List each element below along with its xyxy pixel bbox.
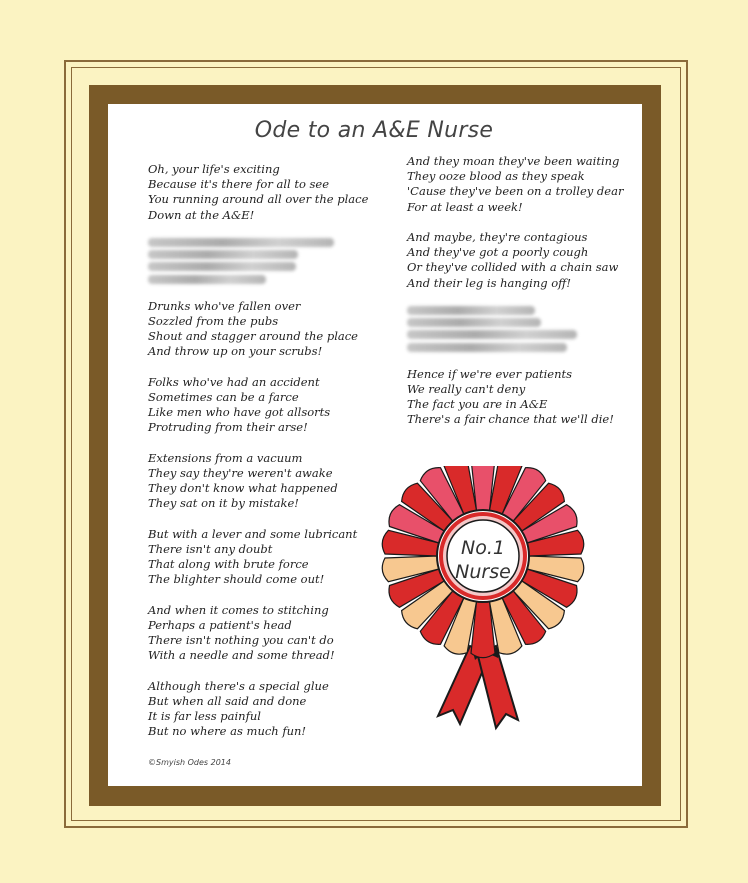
rosette-line2: Nurse [455,561,511,583]
poem-line: But when all said and done [148,693,307,708]
poem-line: The fact you are in A&E [407,397,548,412]
poem-line: With a needle and some thread! [148,648,335,663]
stanza [407,230,637,291]
poem-line: Or they've collided with a chain saw [407,260,619,275]
rosette-icon [378,466,588,736]
poem-line: Drunks who've fallen over [148,298,301,313]
poem-line: Protruding from their arse! [148,420,308,435]
poem-line: And they've got a poorly cough [407,245,589,260]
poem-line: They sat on it by mistake! [148,496,299,511]
poem-line: There isn't nothing you can't do [148,633,334,648]
poem-line: The blighter should come out! [148,572,325,587]
poem-line: Although there's a special glue [148,678,329,693]
poem-line: You running around all over the place [148,192,369,207]
poem-line: They don't know what happened [148,481,338,496]
poem-line: Shout and stagger around the place [148,329,358,344]
poem-line: Sometimes can be a farce [148,389,299,404]
poem-line: And when it comes to stitching [148,602,329,617]
poem-title: Ode to an A&E Nurse [254,118,494,143]
poem-line: They ooze blood as they speak [407,169,585,184]
poem-line: Down at the A&E! [148,207,255,222]
rosette-award [378,466,588,736]
poem-line: Extensions from a vacuum [148,450,303,465]
poem-line: We really can't deny [407,381,526,396]
poem-line: And they moan they've been waiting [407,154,620,168]
stanza [148,603,378,664]
poem-line: It is far less painful [148,709,261,724]
poem-line: Sozzled from the pubs [148,313,279,328]
stanza [148,451,378,512]
poem-line: But no where as much fun! [148,724,307,739]
poem-line: Hence if we're ever patients [407,366,573,381]
blurred-stanza [407,306,637,352]
poem-line: Because it's there for all to see [148,177,330,192]
stanza [148,299,378,360]
poem-line: Like men who have got allsorts [148,405,331,420]
poem-line: Perhaps a patient's head [148,617,292,632]
poem-line: They say they're weren't awake [148,465,333,480]
blurred-stanza [148,238,378,284]
stanza [407,367,637,428]
poem-line: There isn't any doubt [148,541,273,556]
poem-right-column [407,154,637,443]
poem-line: For at least a week! [407,199,523,214]
poem-line: And maybe, they're contagious [407,230,588,244]
poem-line: Oh, your life's exciting [148,162,280,176]
poem-line: That along with brute force [148,557,309,572]
poem-line: And their leg is hanging off! [407,275,571,290]
stanza [148,162,378,223]
rosette-line1: No.1 [461,537,505,559]
stanza [148,679,378,740]
poem-line: But with a lever and some lubricant [148,526,358,541]
copyright-text: ©Smyish Odes 2014 [148,758,231,767]
poem-line: There's a fair chance that we'll die! [407,412,614,427]
poem-line: And throw up on your scrubs! [148,344,323,359]
poem-line: 'Cause they've been on a trolley dear [407,184,624,199]
poem-line: Folks who've had an accident [148,374,320,389]
stanza [148,375,378,436]
stanza [407,154,637,215]
stanza [148,527,378,588]
poem-left-column [148,162,378,755]
